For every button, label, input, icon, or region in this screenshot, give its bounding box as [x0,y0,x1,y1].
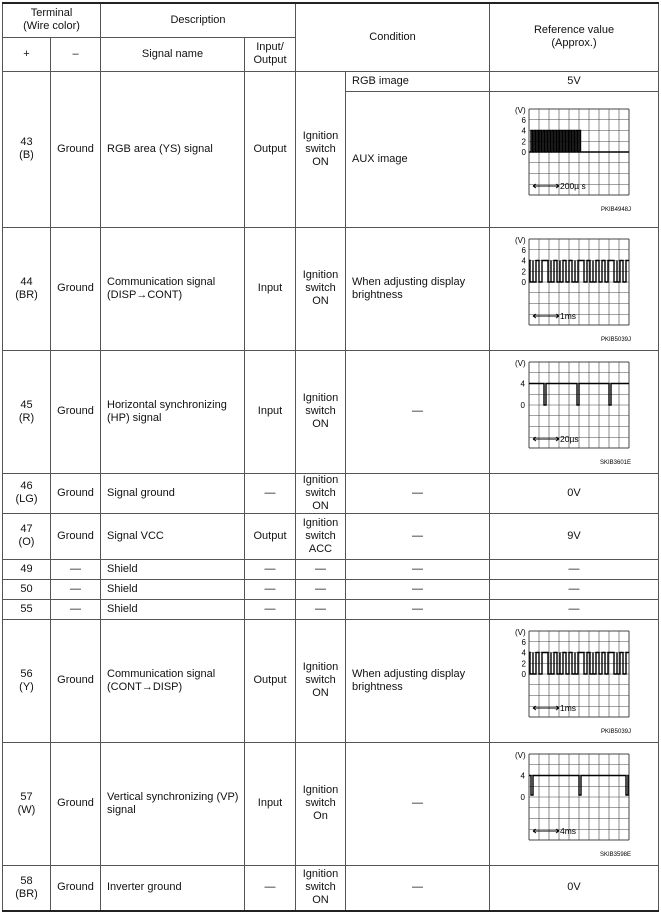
reference-header [490,3,659,71]
wire-color: (R) [18,411,35,424]
terminal-number: 49 [20,562,33,575]
condition-cell: — [346,473,490,513]
reference-waveform-cell [490,91,659,227]
time-scale-label: 4ms [560,825,577,836]
waveform-graph [499,103,649,215]
condition-cell: When adjusting display brightness [346,619,490,742]
wire-color: (B) [19,149,34,161]
ignition-switch-label: Ignition switch ACC [302,516,339,555]
ignition-switch-cell [296,865,346,911]
signal-name-cell: Communication signal (CONT→DISP) [101,619,245,742]
table-row [3,71,659,91]
time-scale-label: 1ms [560,310,577,321]
y-tick-label: 2 [521,658,527,668]
y-tick-label: 4 [521,648,527,657]
waveform-graph [499,625,649,737]
ground-cell: Ground [51,513,101,559]
signal-name-cell: Signal VCC [101,513,245,559]
wire-color-header-label: (Wire color) [23,20,80,33]
table-row [3,619,659,742]
terminal-cell [3,599,51,619]
terminal-number: 43 [20,136,33,148]
condition-cell: RGB image [346,71,490,91]
signal-name-cell: RGB area (YS) signal [101,71,245,227]
time-scale-label: 1ms [560,702,577,713]
terminal-cell [3,227,51,350]
table-row [3,513,659,559]
io-cell: — [245,579,296,599]
y-tick-label: 4 [521,126,527,136]
terminal-header [3,3,101,37]
terminal-table-document [2,2,659,912]
y-unit-label: (V) [515,235,526,245]
y-tick-label: 2 [521,266,527,276]
terminal-cell [3,742,51,865]
ignition-switch-cell [296,619,346,742]
table-row [3,742,659,865]
reference-waveform-cell [490,742,659,865]
y-tick-label: 2 [521,137,527,147]
figure-code: PKIB5039J [600,336,632,343]
condition-cell: — [346,742,490,865]
y-unit-label: (V) [515,627,526,637]
ignition-switch-label: — [315,562,326,575]
waveform-graph [499,233,649,345]
signal-name-cell: Shield [101,579,245,599]
y-unit-label: (V) [515,106,526,115]
table-row [3,865,659,911]
ignition-switch-label: Ignition switch ON [302,661,339,699]
terminal-number: 50 [20,582,33,595]
ignition-switch-label: Ignition switch ON [302,392,339,430]
ground-cell: — [51,559,101,579]
condition-header: Condition [296,3,490,71]
waveform-trace [529,775,629,795]
waveform-graph [499,748,649,860]
wire-color: (LG) [15,493,38,505]
signal-name-cell: Shield [101,599,245,619]
signal-name-cell: Horizontal synchronizing (HP) signal [101,350,245,473]
ignition-switch-label: Ignition switch ON [302,129,339,168]
time-scale-arrow [533,184,559,188]
condition-cell: — [346,350,490,473]
io-header [245,37,296,71]
signal-name-cell: Communication signal (DISP→CONT) [101,227,245,350]
ground-cell: Ground [51,227,101,350]
y-tick-label: 4 [520,379,526,388]
ignition-switch-label: Ignition switch On [302,784,339,822]
table-row [3,473,659,513]
table-row [3,599,659,619]
time-scale-arrow [533,437,559,441]
y-tick-label: 0 [521,277,527,287]
table-row [3,559,659,579]
signal-name-header: Signal name [101,37,245,71]
y-tick-label: 0 [520,400,526,410]
y-tick-label: 0 [521,148,527,157]
ignition-switch-cell [296,742,346,865]
terminal-number: 46 [20,480,33,492]
io-cell: — [245,599,296,619]
ground-cell: — [51,579,101,599]
figure-code: PKIB5039J [600,728,632,735]
ignition-switch-cell [296,227,346,350]
ground-cell: Ground [51,619,101,742]
io-cell: Input [245,227,296,350]
io-cell: Output [245,513,296,559]
reference-waveform-cell [490,619,659,742]
table-row [3,350,659,473]
terminal-reference-table [2,2,659,912]
time-scale-arrow [533,314,559,318]
ignition-switch-label: Ignition switch ON [302,473,339,512]
terminal-number: 57 [20,790,33,803]
y-tick-label: 6 [521,245,527,255]
terminal-cell [3,619,51,742]
terminal-number: 45 [20,398,33,411]
ignition-switch-label: Ignition switch ON [302,269,339,307]
ground-cell: Ground [51,71,101,227]
wire-color: (BR) [15,288,38,301]
time-scale-arrow [533,706,559,710]
ignition-switch-cell [296,350,346,473]
ignition-switch-cell [296,579,346,599]
io-cell: Input [245,742,296,865]
time-scale-label: 20µs [560,433,579,444]
figure-code: PKIB4948J [600,207,632,213]
table-row [3,579,659,599]
ground-cell: Ground [51,742,101,865]
io-cell: — [245,865,296,911]
reference-value-cell: 9V [490,513,659,559]
reference-value-cell: — [490,599,659,619]
y-tick-label: 6 [521,115,527,125]
y-tick-label: 4 [521,256,527,265]
y-unit-label: (V) [515,750,526,760]
condition-cell: — [346,865,490,911]
reference-header-label: Reference value (Approx.) [533,24,615,50]
reference-value-cell: 0V [490,865,659,911]
ignition-switch-cell [296,599,346,619]
y-tick-label: 6 [521,637,527,647]
table-row [3,227,659,350]
io-cell: Output [245,619,296,742]
terminal-cell [3,350,51,473]
terminal-cell [3,559,51,579]
terminal-header-label: Terminal [30,7,73,20]
signal-name-cell: Inverter ground [101,865,245,911]
ignition-switch-cell [296,473,346,513]
signal-name-cell: Vertical synchronizing (VP) signal [101,742,245,865]
figure-code: SKIB3601E [599,459,632,466]
ground-cell: — [51,599,101,619]
minus-header: – [51,37,101,71]
wire-color: (BR) [15,887,38,900]
signal-name-cell: Signal ground [101,473,245,513]
ground-cell: Ground [51,473,101,513]
reference-value-cell: 0V [490,473,659,513]
wire-color: (Y) [19,680,34,693]
y-tick-label: 4 [520,771,526,780]
ground-cell: Ground [51,350,101,473]
y-tick-label: 0 [520,792,526,802]
ignition-switch-cell [296,71,346,227]
wire-color: (O) [18,536,35,548]
terminal-number: 44 [20,275,33,288]
condition-cell: AUX image [346,91,490,227]
ignition-switch-cell [296,513,346,559]
terminal-number: 56 [20,667,33,680]
terminal-cell [3,865,51,911]
reference-waveform-cell [490,350,659,473]
reference-value-cell: — [490,579,659,599]
terminal-number: 58 [20,874,33,887]
terminal-cell [3,473,51,513]
y-tick-label: 0 [521,669,527,679]
time-scale-arrow [533,829,559,833]
reference-value-cell: — [490,559,659,579]
terminal-number: 47 [20,523,33,535]
terminal-number: 55 [20,602,33,615]
condition-cell: — [346,599,490,619]
condition-cell: — [346,579,490,599]
ignition-switch-cell [296,559,346,579]
wire-color: (W) [17,803,36,816]
terminal-cell [3,71,51,227]
terminal-cell [3,513,51,559]
waveform-graph [499,356,649,468]
io-cell: Output [245,71,296,227]
plus-header: + [3,37,51,71]
io-header-label: Input/ Output [253,41,287,66]
condition-cell: When adjusting display brightness [346,227,490,350]
description-header: Description [101,3,296,37]
io-cell: — [245,559,296,579]
io-cell: Input [245,350,296,473]
condition-cell: — [346,559,490,579]
terminal-cell [3,579,51,599]
ignition-switch-label: Ignition switch ON [302,868,339,907]
condition-cell: — [346,513,490,559]
time-scale-label: 200µ s [560,181,586,191]
signal-name-cell: Shield [101,559,245,579]
io-cell: — [245,473,296,513]
ground-cell: Ground [51,865,101,911]
ignition-switch-label: — [315,582,326,595]
reference-value-cell: 5V [490,71,659,91]
y-unit-label: (V) [515,358,526,368]
reference-waveform-cell [490,227,659,350]
ignition-switch-label: — [315,602,326,615]
figure-code: SKIB3598E [599,851,632,858]
